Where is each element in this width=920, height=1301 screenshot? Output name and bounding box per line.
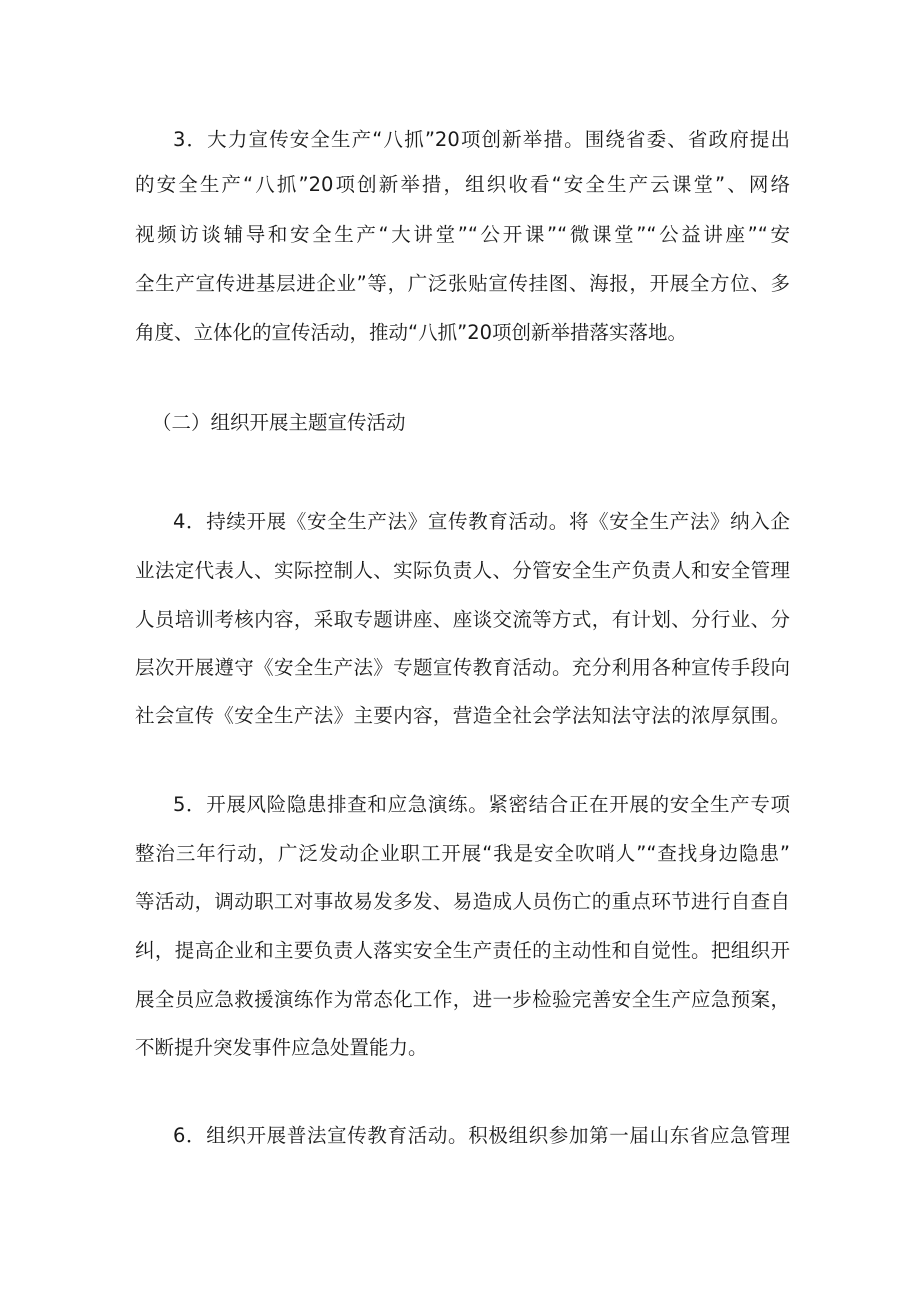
paragraph-line: 3．大力宣传安全生产“八抓”20项创新举措。围绕省委、省政府提出 — [173, 128, 790, 151]
paragraph-line: 纠，提高企业和主要负责人落实安全生产责任的主动性和自觉性。把组织开 — [135, 939, 790, 962]
paragraph-line: 社会宣传《安全生产法》主要内容，营造全社会学法知法守法的浓厚氛围。 — [135, 704, 790, 727]
paragraph-line: 层次开展遵守《安全生产法》专题宣传教育活动。充分利用各种宣传手段向 — [135, 656, 790, 679]
paragraph-line: 4．持续开展《安全生产法》宣传教育活动。将《安全生产法》纳入企 — [173, 510, 790, 533]
paragraph-line: 6．组织开展普法宣传教育活动。积极组织参加第一届山东省应急管理 — [173, 1124, 790, 1147]
paragraph-line: 等活动，调动职工对事故易发多发、易造成人员伤亡的重点环节进行自查自 — [135, 890, 790, 913]
paragraph-line: 不断提升突发事件应急处置能力。 — [135, 1036, 428, 1059]
paragraph-line: 全生产宣传进基层进企业”等，广泛张贴宣传挂图、海报，开展全方位、多 — [135, 272, 790, 295]
paragraph-line: 业法定代表人、实际控制人、实际负责人、分管安全生产负责人和安全管理 — [135, 559, 790, 582]
paragraph-line: 视频访谈辅导和安全生产“大讲堂”“公开课”“微课堂”“公益讲座”“安 — [135, 223, 790, 246]
section-heading: （二）组织开展主题宣传活动 — [152, 411, 406, 434]
paragraph-line: 角度、立体化的宣传活动，推动“八抓”20项创新举措落实落地。 — [135, 321, 688, 344]
paragraph-line: 整治三年行动，广泛发动企业职工开展“我是安全吹哨人”“查找身边隐患” — [135, 842, 790, 865]
paragraph-line: 的安全生产“八抓”20项创新举措，组织收看“安全生产云课堂”、网络 — [135, 173, 790, 196]
paragraph-line: 5．开展风险隐患排查和应急演练。紧密结合正在开展的安全生产专项 — [173, 793, 790, 816]
paragraph-line: 展全员应急救援演练作为常态化工作，进一步检验完善安全生产应急预案， — [135, 988, 790, 1011]
paragraph-line: 人员培训考核内容，采取专题讲座、座谈交流等方式，有计划、分行业、分 — [135, 608, 790, 631]
